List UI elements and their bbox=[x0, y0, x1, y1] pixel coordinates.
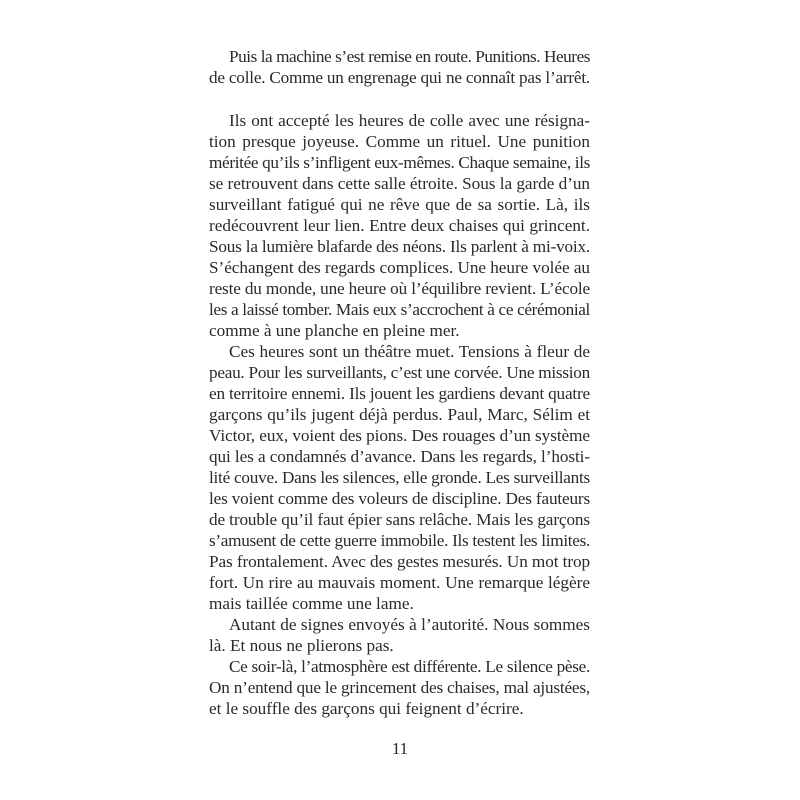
text-line: redécouvrent leur lien. Entre deux chaises qui grincent. bbox=[209, 216, 590, 235]
text-line: fort. Un rire au mauvais moment. Une remarque légère bbox=[209, 573, 590, 592]
book-page-text bbox=[209, 46, 590, 719]
text-line: Sous la lumière blafarde des néons. Ils parlent à mi-voix. bbox=[209, 237, 590, 256]
text-line: peau. Pour les surveillants, c’est une corvée. Une mission bbox=[209, 363, 590, 382]
text-line: Puis la machine s’est remise en route. Punitions. Heures bbox=[229, 47, 590, 66]
text-line: de trouble qu’il faut épier sans relâche. Mais les garçons bbox=[209, 510, 590, 529]
text-line: On n’entend que le grincement des chaises, mal ajustées, bbox=[209, 678, 590, 697]
text-line: les voient comme des voleurs de discipline. Des fauteurs bbox=[209, 489, 590, 508]
text-line: en territoire ennemi. Ils jouent les gardiens devant quatre bbox=[209, 384, 590, 403]
text-line: Victor, eux, voient des pions. Des rouages d’un système bbox=[209, 426, 590, 445]
text-line: se retrouvent dans cette salle étroite. Sous la garde d’un bbox=[209, 174, 590, 193]
text-line: comme à une planche en pleine mer. bbox=[209, 321, 460, 340]
section-break bbox=[209, 88, 590, 110]
text-line: les a laissé tomber. Mais eux s’accrochent à ce cérémonial bbox=[209, 300, 590, 319]
text-line: Ce soir-là, l’atmosphère est différente. Le silence pèse. bbox=[229, 657, 590, 676]
text-line: surveillant fatigué qui ne rêve que de sa sortie. Là, ils bbox=[209, 195, 590, 214]
text-line: Autant de signes envoyés à l’autorité. Nous sommes bbox=[229, 615, 590, 634]
text-line: Pas frontalement. Avec des gestes mesurés. Un mot trop bbox=[209, 552, 590, 571]
text-line: qui les a condamnés d’avance. Dans les regards, l’hosti- bbox=[209, 447, 590, 466]
paragraph bbox=[209, 110, 590, 341]
text-line: lité couve. Dans les silences, elle gronde. Les surveillants bbox=[209, 468, 590, 487]
paragraph bbox=[209, 341, 590, 614]
text-line: de colle. Comme un engrenage qui ne connaît pas l’arrêt. bbox=[209, 68, 590, 87]
text-line: Ces heures sont un théâtre muet. Tensions à fleur de bbox=[229, 342, 590, 361]
paragraph bbox=[209, 614, 590, 656]
text-line: méritée qu’ils s’infligent eux-mêmes. Chaque semaine, ils bbox=[209, 153, 590, 172]
text-line: tion presque joyeuse. Comme un rituel. Une punition bbox=[209, 132, 590, 151]
paragraph bbox=[209, 656, 590, 719]
text-line: reste du monde, une heure où l’équilibre revient. L’école bbox=[209, 279, 590, 298]
paragraph bbox=[209, 46, 590, 88]
text-line: garçons qu’ils jugent déjà perdus. Paul, Marc, Sélim et bbox=[209, 405, 590, 424]
text-line: s’amusent de cette guerre immobile. Ils testent les limites. bbox=[209, 531, 590, 550]
text-line: là. Et nous ne plierons pas. bbox=[209, 636, 394, 655]
text-line: S’échangent des regards complices. Une heure volée au bbox=[209, 258, 590, 277]
text-line: Ils ont accepté les heures de colle avec une résigna- bbox=[229, 111, 590, 130]
text-line: mais taillée comme une lame. bbox=[209, 594, 414, 613]
page-number: 11 bbox=[391, 739, 409, 758]
text-line: et le souffle des garçons qui feignent d’écrire. bbox=[209, 699, 524, 718]
